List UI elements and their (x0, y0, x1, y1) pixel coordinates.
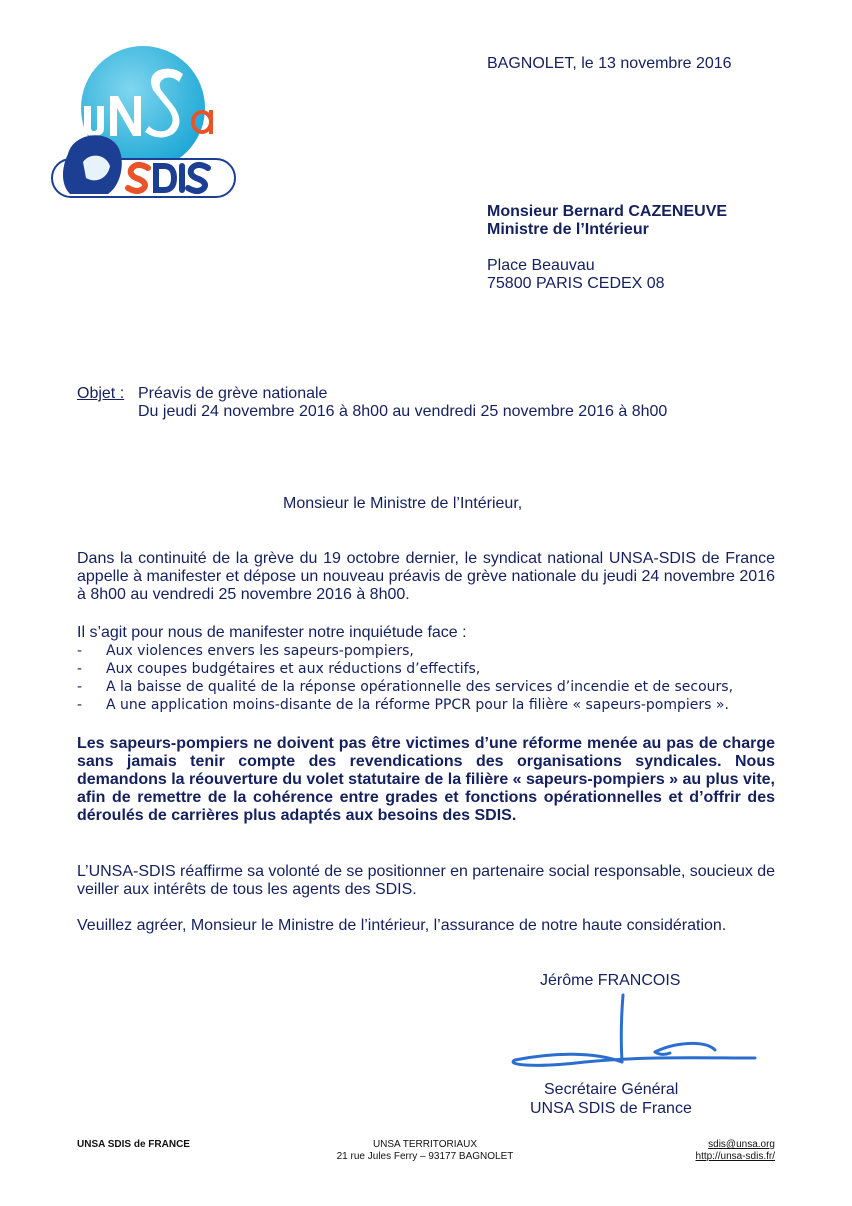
subject-line-1: Préavis de grève nationale (138, 385, 328, 402)
list-item: - A une application moins-disante de la réforme PPCR pour la filière « sapeurs-pompiers ». (77, 697, 729, 713)
footer-org: UNSA SDIS de FRANCE (77, 1139, 190, 1150)
list-item: - Aux coupes budgétaires et aux réductions d’effectifs, (77, 661, 481, 677)
handwritten-signature (505, 990, 765, 1070)
footer-center-2: 21 rue Jules Ferry – 93177 BAGNOLET (336, 1151, 514, 1162)
bold-paragraph-line: déroulés de carrières plus adaptés aux besoins des SDIS. (77, 807, 517, 824)
bold-paragraph-line: Les sapeurs-pompiers ne doivent pas être victimes d’une réforme menée au pas de charge (77, 735, 775, 752)
subject-line-2: Du jeudi 24 novembre 2016 à 8h00 au vendredi 25 novembre 2016 à 8h00 (138, 403, 668, 420)
recipient-title: Ministre de l’Intérieur (487, 221, 649, 238)
paragraph-2-line: veiller aux intérêts de tous les agents des SDIS. (77, 881, 417, 898)
signatory-role: Secrétaire Général (544, 1081, 679, 1098)
signatory-org: UNSA SDIS de France (530, 1100, 692, 1117)
recipient-name: Monsieur Bernard CAZENEUVE (487, 203, 728, 220)
paragraph-1-line: à 8h00 au vendredi 25 novembre 2016 à 8h00. (77, 586, 410, 603)
list-intro: Il s’agit pour nous de manifester notre inquiétude face : (77, 624, 467, 641)
bold-paragraph-line: demandons la réouverture du volet statutaire de la filière « sapeurs-pompiers » au plus vite, (77, 771, 775, 788)
salutation: Monsieur le Ministre de l’Intérieur, (283, 495, 523, 512)
footer-center-1: UNSA TERRITORIAUX (372, 1139, 478, 1150)
list-item: - A la baisse de qualité de la réponse opérationnelle des services d’incendie et de secours, (77, 679, 734, 695)
signatory-name: Jérôme FRANCOIS (540, 972, 681, 989)
footer-website-link[interactable]: http://unsa-sdis.fr/ (695, 1151, 775, 1162)
closing: Veuillez agréer, Monsieur le Ministre de l’intérieur, l’assurance de notre haute considération. (77, 917, 727, 934)
recipient-address-2: 75800 PARIS CEDEX 08 (487, 275, 665, 292)
paragraph-1-line: Dans la continuité de la grève du 19 octobre dernier, le syndicat national UNSA-SDIS de France (77, 550, 775, 567)
date-line: BAGNOLET, le 13 novembre 2016 (487, 55, 732, 72)
subject-label: Objet : (77, 385, 125, 402)
list-item: - Aux violences envers les sapeurs-pompiers, (77, 643, 414, 659)
unsa-sdis-logo (48, 44, 238, 202)
paragraph-2-line: L’UNSA-SDIS réaffirme sa volonté de se positionner en partenaire social responsable, soucieux de (77, 863, 775, 880)
bold-paragraph-line: afin de remettre de la cohérence entre grades et fonctions opérationnelles et d’offrir des (77, 789, 775, 806)
footer-email-link[interactable]: sdis@unsa.org (708, 1139, 775, 1150)
bold-paragraph-line: sans jamais tenir compte des revendications des organisations syndicales. Nous (77, 753, 775, 770)
paragraph-1-line: appelle à manifester et dépose un nouveau préavis de grève nationale du jeudi 24 novembre 2016 (77, 568, 775, 585)
recipient-address-1: Place Beauvau (487, 257, 595, 274)
